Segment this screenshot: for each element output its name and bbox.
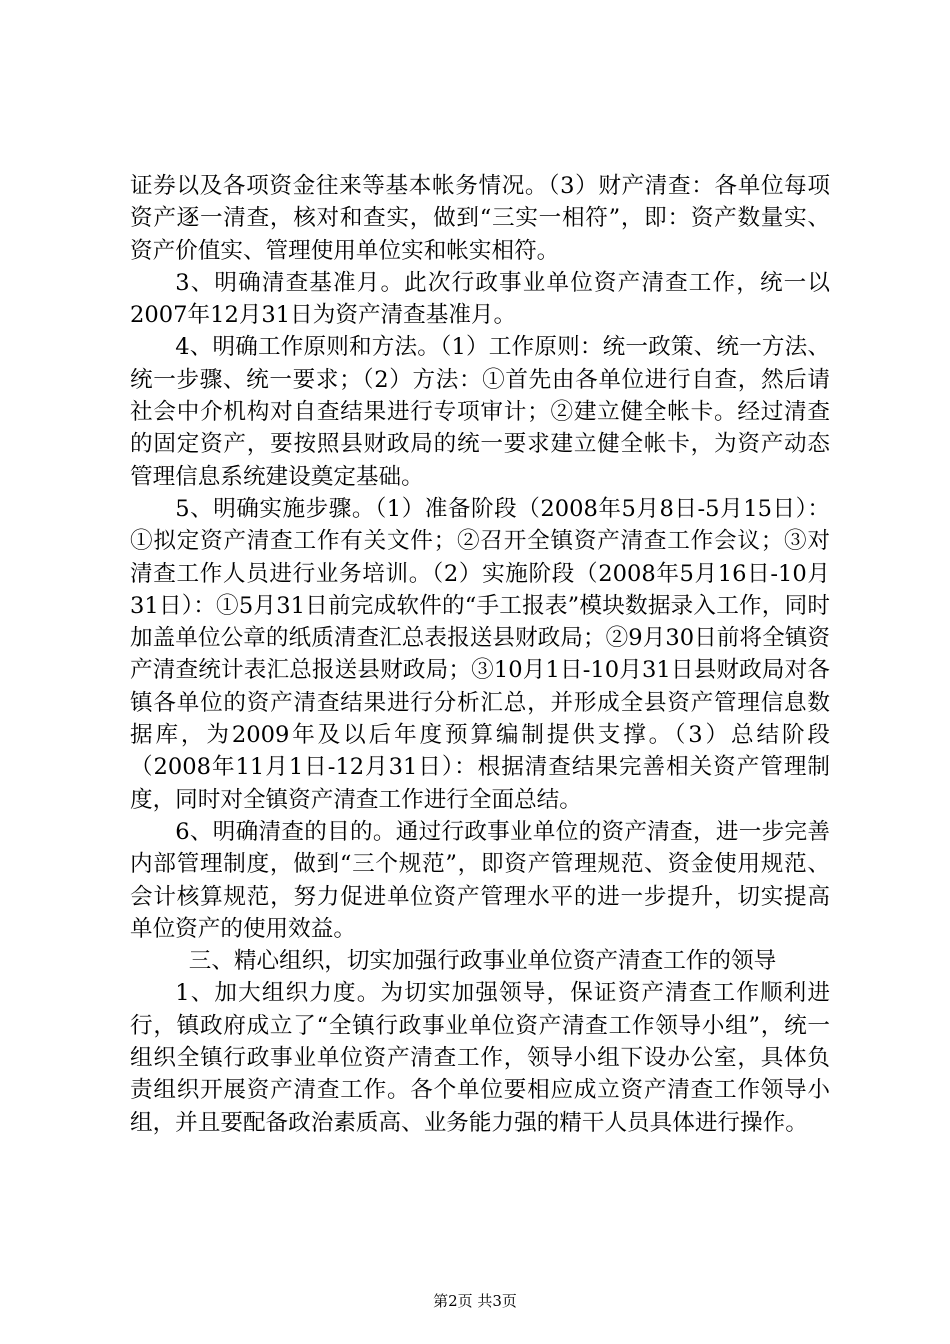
document-body [130,170,830,1139]
section-heading-3: 三、精心组织，切实加强行政事业单位资产清查工作的领导 [188,948,777,975]
page-number-footer: 第2页 共3页 [433,1292,517,1310]
paragraph-section3-item-1: 1、加大组织力度。为切实加强领导，保证资产清查工作顺利进行，镇政府成立了“全镇行政事业单位资产清查工作领导小组”，统一组织全镇行政事业单位资产清查工作，领导小组下设办公室，具体负责组织开展资产清查工作。各个单位要相应成立资产清查工作领导小组，并且要配备政治素质高、业务能力强的精干人员具体进行操作。 [130,980,830,1136]
paragraph-item-5: 5、明确实施步骤。（1）准备阶段（2008年5月8日-5月15日）：①拟定资产清查工作有关文件；②召开全镇资产清查工作会议；③对清查工作人员进行业务培训。（2）实施阶段（2008年5月16日-10月31日）：①5月31日前完成软件的“手工报表”模块数据录入工作，同时加盖单位公章的纸质清查汇总表报送县财政局；②9月30日前将全镇资产清查统计表汇总报送县财政局；③10月1日-10月31日县财政局对各镇各单位的资产清查结果进行分析汇总，并形成全县资产管理信息数据库，为2009年及以后年度预算编制提供支撑。（3）总结阶段（2008年11月1日-12月31日）：根据清查结果完善相关资产管理制度，同时对全镇资产清查工作进行全面总结。 [130,495,830,813]
paragraph-continuation: 证券以及各项资金往来等基本帐务情况。（3）财产清查：各单位每项资产逐一清查，核对和查实，做到“三实一相符”，即：资产数量实、资产价值实、管理使用单位实和帐实相符。 [130,173,830,264]
paragraph-item-6: 6、明确清查的目的。通过行政事业单位的资产清查，进一步完善内部管理制度，做到“三个规范”，即资产管理规范、资金使用规范、会计核算规范，努力促进单位资产管理水平的进一步提升，切实提高单位资产的使用效益。 [130,818,830,942]
paragraph-item-3: 3、明确清查基准月。此次行政事业单位资产清查工作，统一以2007年12月31日为资产清查基准月。 [130,269,830,329]
paragraph-item-4: 4、明确工作原则和方法。（1）工作原则：统一政策、统一方法、统一步骤、统一要求；（2）方法：①首先由各单位进行自查，然后请社会中介机构对自查结果进行专项审计；②建立健全帐卡。经过清查的固定资产，要按照县财政局的统一要求建立健全帐卡，为资产动态管理信息系统建设奠定基础。 [130,334,830,490]
